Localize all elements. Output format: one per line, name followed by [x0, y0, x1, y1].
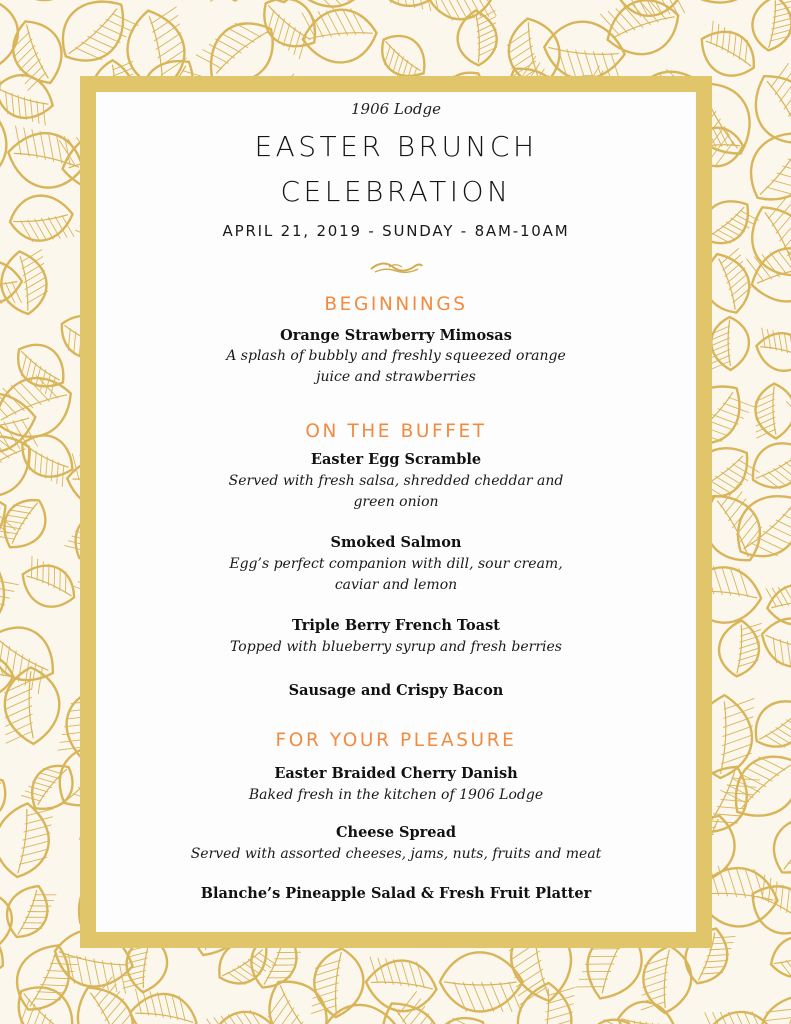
section-beginnings-title: BEGINNINGS	[324, 294, 468, 315]
dish-cherry-danish-description: Baked fresh in the kitchen of 1906 Lodge	[248, 787, 544, 803]
dish-egg-scramble-name: Easter Egg Scramble	[310, 451, 482, 468]
menu-card	[96, 92, 696, 932]
page-title-line1: EASTER BRUNCH	[254, 130, 538, 163]
dish-mimosas-description: A splash of bubbly and freshly squeezed orange juice and strawberries	[226, 348, 566, 385]
dish-cheese-spread-name: Cheese Spread	[336, 824, 456, 841]
flourish-icon	[369, 260, 423, 276]
dish-egg-scramble-description: Served with fresh salsa, shredded cheddar and green onion	[228, 473, 564, 510]
dish-smoked-salmon-description: Egg’s perfect companion with dill, sour cream, caviar and lemon	[229, 556, 563, 593]
section-buffet-title: ON THE BUFFET	[305, 421, 487, 442]
dish-cherry-danish-name: Easter Braided Cherry Danish	[274, 765, 518, 782]
venue-name: 1906 Lodge	[350, 100, 441, 118]
event-date: APRIL 21, 2019 - SUNDAY - 8AM-10AM	[222, 222, 570, 240]
page-title-line2: CELEBRATION	[280, 175, 512, 208]
dish-french-toast-description: Topped with blueberry syrup and fresh berries	[230, 639, 562, 655]
dish-cheese-spread-description: Served with assorted cheeses, jams, nuts, fruits and meat	[190, 846, 602, 862]
dish-smoked-salmon-name: Smoked Salmon	[330, 534, 462, 551]
dish-french-toast-name: Triple Berry French Toast	[292, 617, 500, 634]
section-pleasure-title: FOR YOUR PLEASURE	[275, 730, 517, 751]
dish-mimosas-name: Orange Strawberry Mimosas	[280, 327, 512, 344]
dish-sausage-bacon-name: Sausage and Crispy Bacon	[288, 682, 504, 699]
dish-pineapple-salad-name: Blanche’s Pineapple Salad & Fresh Fruit Platter	[200, 885, 592, 902]
